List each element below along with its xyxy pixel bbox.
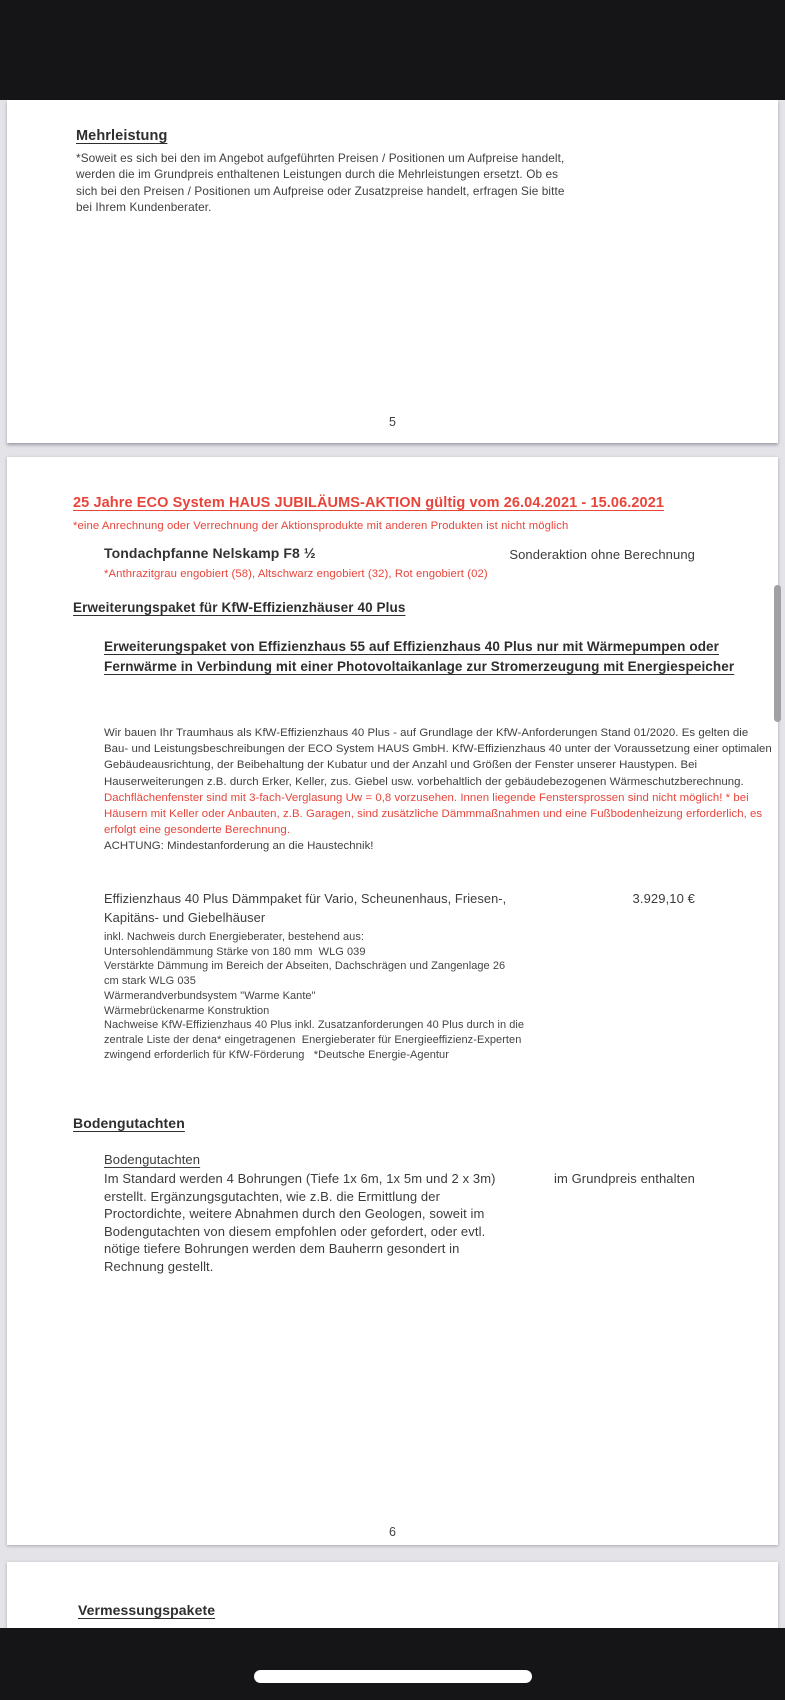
- promo-heading: 25 Jahre ECO System HAUS JUBILÄUMS-AKTION gültig vom 26.04.2021 - 15.06.2021: [73, 495, 665, 511]
- item-price-tondachpfanne: Sonderaktion ohne Berechnung: [509, 547, 695, 562]
- home-indicator[interactable]: [254, 1670, 532, 1683]
- section-heading-bodengutachten: Bodengutachten: [73, 1115, 185, 1131]
- intro-paragraph: [104, 725, 772, 855]
- bottom-bar: [0, 1628, 785, 1700]
- section-heading-mehrleistung: Mehrleistung: [76, 128, 168, 144]
- item-note-tondachpfanne: *Anthrazitgrau engobiert (58), Altschwarz engobiert (32), Rot engobiert (02): [104, 568, 488, 580]
- intro-warning: ACHTUNG: Mindestanforderung an die Haustechnik!: [104, 840, 374, 853]
- document-page-5: [7, 100, 778, 443]
- bodengutachten-paragraph: Im Standard werden 4 Bohrungen (Tiefe 1x 6m, 1x 5m und 2 x 3m) erstellt. Ergänzungsgutachten, wie z.B. die Ermittlung der Proctordichte, weitere Abnahmen durch den Geologen, soweit im Bodengutachten von diesem empfohlen oder gefordert, oder evtl. nötige tiefere Bohrungen werden dem Bauherrn gesondert in Rechnung gestellt.: [104, 1171, 496, 1274]
- section-heading-vermessungspakete: Vermessungspakete: [78, 1602, 216, 1618]
- bodengutachten-price: im Grundpreis enthalten: [553, 1171, 695, 1186]
- intro-paragraph-red: Dachflächenfenster sind mit 3-fach-Verglasung Uw = 0,8 vorzusehen. Innen liegende Fenstersprossen sind nicht möglich! * bei Häusern mit Keller oder Anbauten, z.B. Garagen, sind zusätzliche Dämmmaßnahmen und eine Fußbodenheizung erforderlich, es erfolgt eine gesonderte Berechnung.: [104, 791, 763, 837]
- item-title-tondachpfanne: Tondachpfanne Nelskamp F8 ½: [104, 545, 316, 561]
- scrollbar-thumb[interactable]: [774, 585, 781, 722]
- mehrleistung-paragraph: *Soweit es sich bei den im Angebot aufgeführten Preisen / Positionen um Aufpreise handelt, werden die im Grundpreis enthaltenen Leistungen durch die Mehrleistungen ersetzt. Ob es sich bei den Preisen / Positionen um Aufpreise oder Zusatzpreise handelt, erfragen Sie bitte bei Ihrem Kundenberater.: [76, 151, 565, 214]
- sub-heading-bodengutachten: Bodengutachten: [104, 1152, 201, 1167]
- item-title-daemmpaket: Effizienzhaus 40 Plus Dämmpaket für Vario, Scheunenhaus, Friesen-, Kapitäns- und Giebelhäuser: [104, 891, 507, 925]
- page-number-5: 5: [389, 415, 396, 429]
- section-heading-erweiterungspaket: Erweiterungspaket für KfW-Effizienzhäuser 40 Plus: [73, 600, 406, 615]
- status-bar: [0, 0, 785, 100]
- item-details-daemmpaket: inkl. Nachweis durch Energieberater, bestehend aus: Untersohlendämmung Stärke von 180 mm WLG 039 Verstärkte Dämmung im Bereich der Abseiten, Dachschrägen und Zangenlage 26 cm stark WLG 035 Wärmerandverbundsystem "Warme Kante" Wärmebrückenarme Konstruktion Nachweise KfW-Effizienzhaus 40 Plus inkl. Zusatzanforderungen 40 Plus durch in die zentrale Liste der dena* eingetragenen Energieberater für Energieeffizienz-Experten zwingend erforderlich für KfW-Förderung *Deutsche Energie-Agentur: [104, 931, 525, 1061]
- intro-paragraph-black: Wir bauen Ihr Traumhaus als KfW-Effizienzhaus 40 Plus - auf Grundlage der KfW-Anforderungen Stand 01/2020. Es gelten die Bau- und Leistungsbeschreibungen der ECO System HAUS GmbH. KfW-Effizienzhaus 40 unter der Voraussetzung einer optimalen Gebäudeausrichtung, der Beibehaltung der Kubatur und der Anzahl und Größen der Fenster unserer Haustypen. Bei Hauserweiterungen z.B. durch Erker, Keller, zus. Giebel usw. vorbehaltlich der gebäudebezogenen Wärmeschutzberechnung.: [104, 727, 772, 788]
- sub-heading-effizienzhaus: Erweiterungspaket von Effizienzhaus 55 auf Effizienzhaus 40 Plus nur mit Wärmepumpen oder Fernwärme in Verbindung mit einer Photovoltaikanlage zur Stromerzeugung mit Energiespeicher: [104, 639, 735, 674]
- document-page-6: [7, 457, 778, 1545]
- promo-note: *eine Anrechnung oder Verrechnung der Aktionsprodukte mit anderen Produkten ist nicht möglich: [73, 520, 569, 532]
- item-price-daemmpaket: 3.929,10 €: [632, 891, 695, 906]
- page-number-6: 6: [389, 1525, 396, 1539]
